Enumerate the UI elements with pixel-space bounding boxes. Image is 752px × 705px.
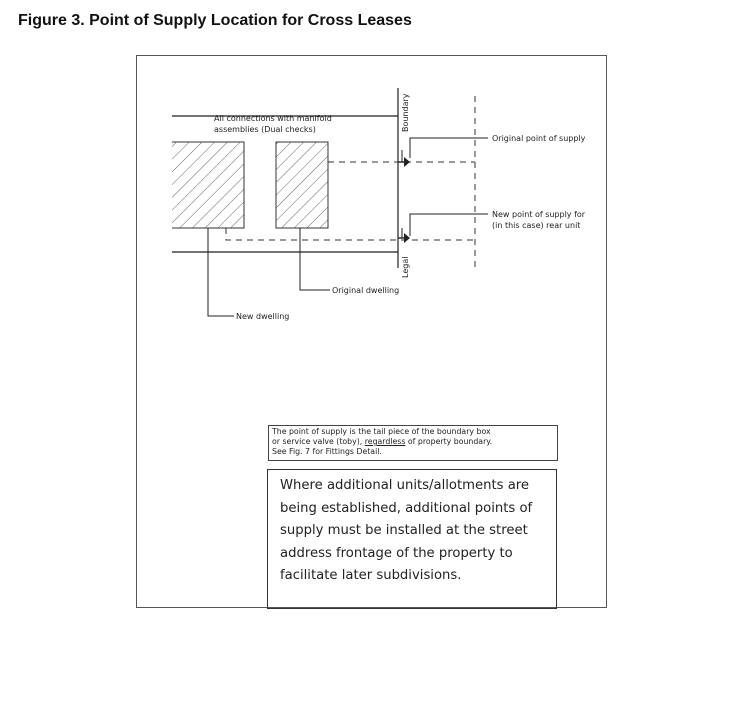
supply-point-note-line1: The point of supply is the tail piece of the boundary box [272, 427, 491, 436]
new-point-label-line2: (in this case) rear unit [492, 221, 581, 230]
subdivision-note: Where additional units/allotments are being established, additional points of supply must be installed at the street address frontage of the property to facilitate later subdivisions. [267, 469, 557, 609]
new-point-leader [410, 214, 488, 236]
supply-point-note [268, 425, 558, 461]
original-point-label: Original point of supply [492, 134, 586, 143]
supply-point-note-underlined: regardless [364, 437, 406, 446]
new-dwelling-leader [208, 228, 234, 316]
original-dwelling-shape [276, 142, 328, 228]
supply-point-note-line2-b: of property boundary. [407, 437, 493, 446]
new-service-pipe [226, 228, 475, 240]
new-supply-point-marker [398, 228, 410, 243]
connections-label-line1: All connections with manifold [214, 114, 332, 123]
figure-title: Figure 3. Point of Supply Location for Cross Leases [18, 12, 412, 29]
supply-point-note-line3: See Fig. 7 for Fittings Detail. [272, 447, 382, 456]
new-dwelling-label: New dwelling [236, 312, 290, 321]
original-point-leader [410, 138, 488, 158]
boundary-label: Boundary [401, 93, 410, 132]
original-dwelling-label: Original dwelling [332, 286, 400, 295]
original-supply-point-marker [398, 150, 410, 167]
original-dwelling-leader [300, 228, 330, 290]
supply-point-note-line2 [272, 437, 554, 447]
supply-point-note-line2-a: or service valve (toby), [272, 437, 363, 446]
connections-label-line2: assemblies (Dual checks) [214, 125, 316, 134]
new-point-label-line1: New point of supply for [492, 210, 586, 219]
new-dwelling-shape [172, 142, 244, 228]
legal-label: Legal [401, 256, 410, 278]
